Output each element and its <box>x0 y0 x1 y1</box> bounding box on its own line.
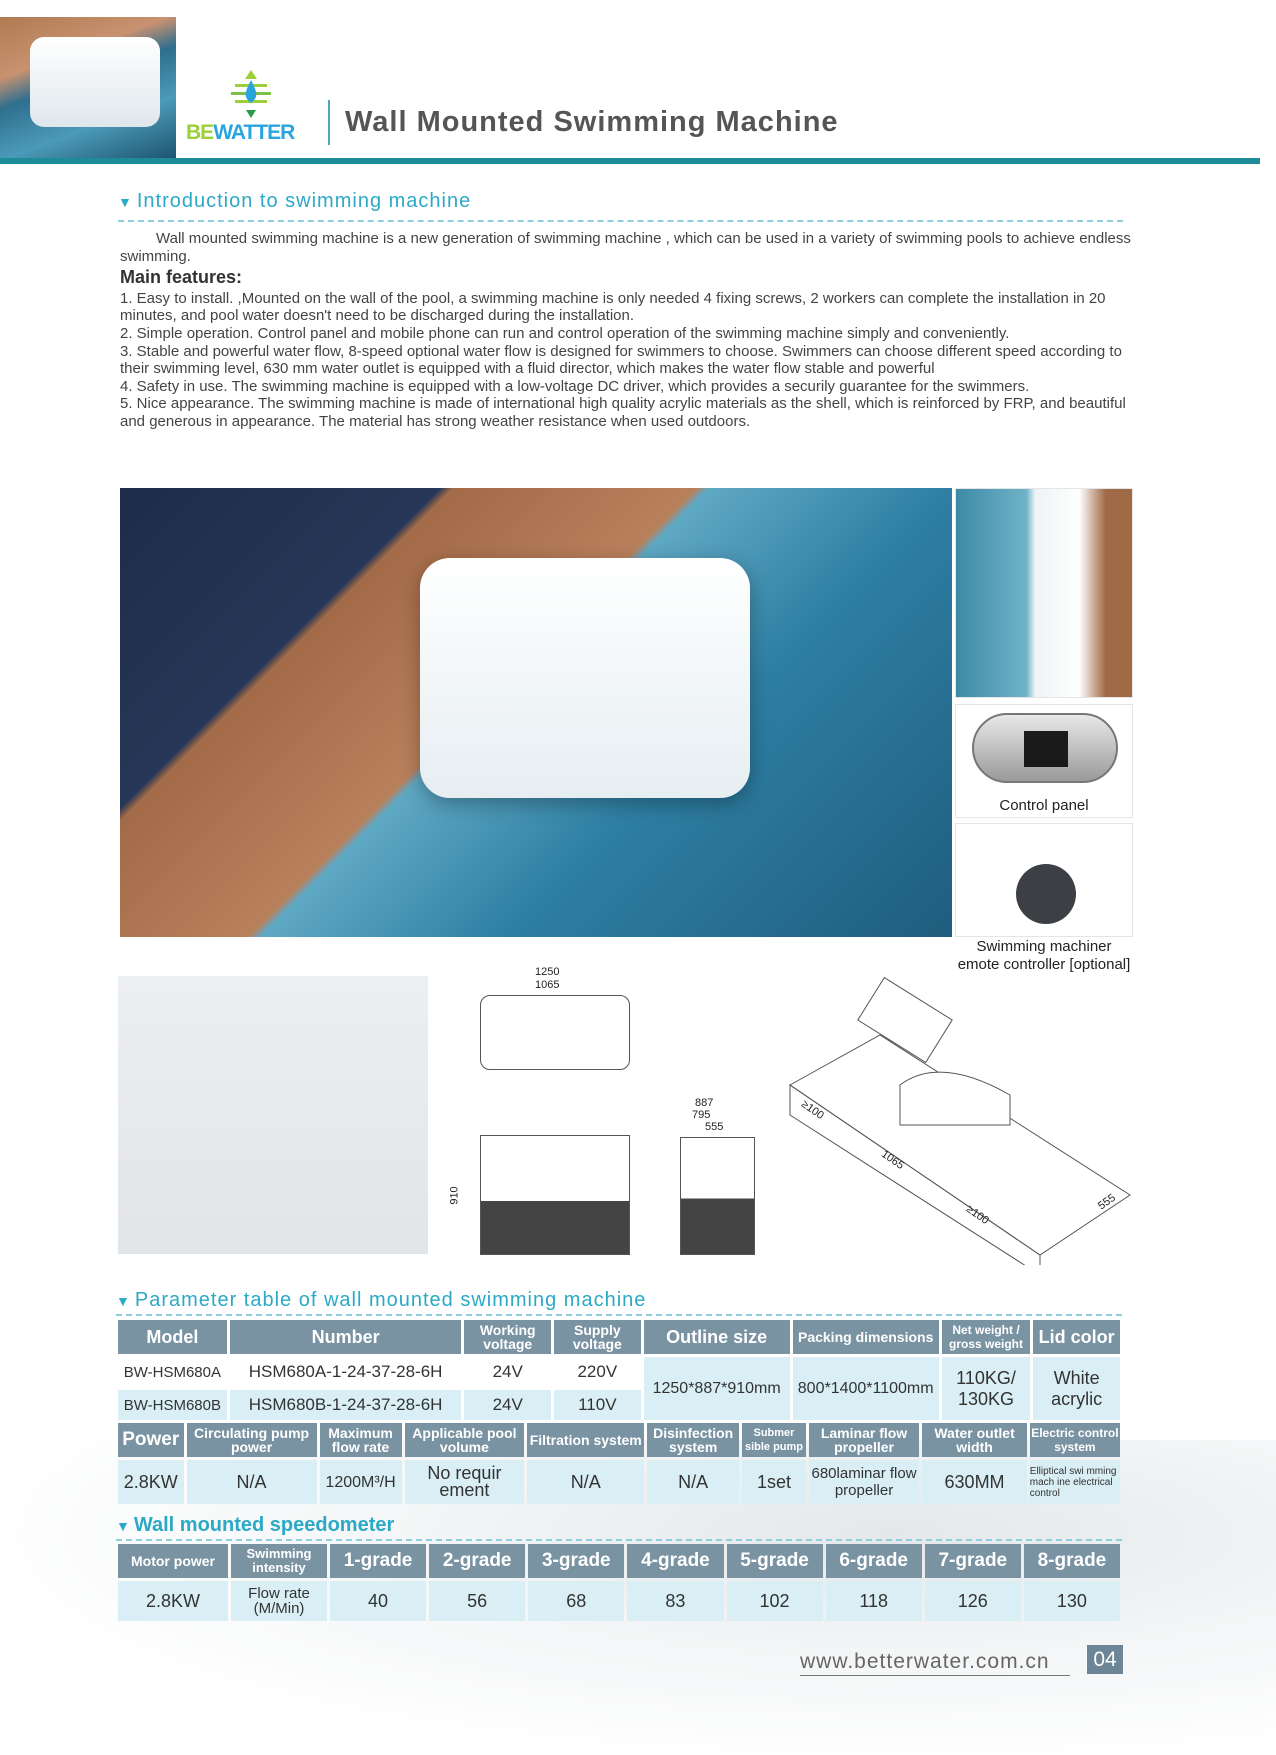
triangle-icon: ▼ <box>116 1518 130 1534</box>
value-cell: 1200M³/H <box>320 1460 402 1504</box>
params-table-2 <box>115 1420 1123 1507</box>
grade-value: 102 <box>727 1581 823 1621</box>
brand-name <box>186 121 294 145</box>
dim-label: ≥100 <box>964 1203 991 1228</box>
col-header: Maximum flow rate <box>320 1423 402 1457</box>
top-view-drawing <box>480 995 630 1070</box>
col-header: Circulating pump power <box>187 1423 317 1457</box>
col-header: Laminar flow propeller <box>809 1423 920 1457</box>
col-header: 5-grade <box>727 1544 823 1578</box>
intro-paragraph: Wall mounted swimming machine is a new generation of swimming machine , which can be used in a variety of swimming pools to achieve endless swimming. <box>120 230 1131 265</box>
col-header: Outline size <box>644 1320 790 1354</box>
col-header: 4-grade <box>627 1544 723 1578</box>
outline-size-cell: 1250*887*910mm <box>644 1357 790 1420</box>
col-header: Applicable pool volume <box>405 1423 525 1457</box>
col-header: Model <box>118 1320 227 1354</box>
col-header: Motor power <box>118 1544 228 1578</box>
brand-water: WATTER <box>213 121 295 144</box>
divider <box>116 1314 1122 1316</box>
col-header: Submer sible pump <box>742 1423 805 1457</box>
col-header: Net weight / gross weight <box>942 1320 1031 1354</box>
remote-caption-line: emote controller [optional] <box>957 956 1131 973</box>
grade-value: 68 <box>528 1581 624 1621</box>
header-product-photo <box>0 17 176 158</box>
value-cell: N/A <box>647 1460 739 1504</box>
value-cell: 630MM <box>922 1460 1026 1504</box>
intro-body <box>120 230 1140 431</box>
dim-label: 555 <box>705 1121 724 1133</box>
feature-item: 3. Stable and powerful water flow, 8-speed optional water flow is designed for swimmers to choose. Swimmers can choose different speed according to their swimming level, 630 mm water outlet is equipped with a fluid director, which makes the water flow stable and powerful <box>120 342 1122 378</box>
feature-item: 1. Easy to install. ,Mounted on the wall of the pool, a swimming machine is only needed 4 fixing screws, 2 workers can complete the installation in 20 minutes, and pool water doesn't need to be discharged during the installation. <box>120 289 1106 325</box>
speed-heading <box>116 1514 394 1537</box>
value-cell: No requir ement <box>405 1460 525 1504</box>
model-cell: BW-HSM680A <box>118 1357 227 1387</box>
intro-heading-text: Introduction to swimming machine <box>136 190 472 212</box>
params-heading <box>116 1289 646 1312</box>
params-heading-text: Parameter table of wall mounted swimming machine <box>134 1289 647 1311</box>
dim-label: 887 <box>695 1097 714 1109</box>
col-header: 8-grade <box>1024 1544 1120 1578</box>
divider <box>118 220 1123 222</box>
dim-label: 1250 <box>535 966 560 978</box>
control-panel-photo <box>955 704 1133 818</box>
grade-value: 118 <box>826 1581 922 1621</box>
table-row <box>118 1357 1120 1387</box>
table-row <box>118 1581 1120 1621</box>
supply-voltage-cell: 220V <box>554 1357 641 1387</box>
website-link[interactable]: www.betterwater.com.cn <box>800 1650 1070 1676</box>
intensity-cell: Flow rate (M/Min) <box>231 1581 327 1621</box>
side-view-drawing <box>680 1137 755 1255</box>
feature-item: 2. Simple operation. Control panel and mobile phone can run and control operation of the swimming machine simply and conveniently. <box>120 324 1010 342</box>
feature-item: 5. Nice appearance. The swimming machine is made of international high quality acrylic materials as the shell, which is reinforced by FRP, and beautiful and generous in appearance. The material has strong weather resistance when used outdoors. <box>120 395 1126 430</box>
dim-label: 910 <box>448 1186 461 1205</box>
col-header: Packing dimensions <box>793 1320 939 1354</box>
col-header: Disinfection system <box>647 1423 739 1457</box>
speed-heading-text: Wall mounted speedometer <box>133 1514 395 1536</box>
params-table-1 <box>115 1317 1123 1423</box>
col-header: 3-grade <box>528 1544 624 1578</box>
col-header: Swimming intensity <box>231 1544 327 1578</box>
grade-value: 83 <box>627 1581 723 1621</box>
dimension-drawings <box>450 965 770 1260</box>
dim-label: 1065 <box>879 1148 906 1173</box>
col-header: Power <box>118 1423 184 1457</box>
power-cell: 2.8KW <box>118 1460 184 1504</box>
motor-power-cell: 2.8KW <box>118 1581 228 1621</box>
table-row <box>118 1460 1120 1504</box>
logo-drop-icon <box>221 70 281 120</box>
col-header: 6-grade <box>826 1544 922 1578</box>
number-cell: HSM680A-1-24-37-28-6H <box>230 1357 462 1387</box>
page-title: Wall Mounted Swimming Machine <box>345 106 839 138</box>
model-cell: BW-HSM680B <box>118 1390 227 1420</box>
col-header: Electric control system <box>1030 1423 1120 1457</box>
value-cell: N/A <box>187 1460 317 1504</box>
col-header: Lid color <box>1033 1320 1120 1354</box>
col-header: Number <box>230 1320 462 1354</box>
grade-value: 130 <box>1024 1581 1120 1621</box>
working-voltage-cell: 24V <box>464 1357 551 1387</box>
col-header: Water outlet width <box>922 1423 1026 1457</box>
col-header: 7-grade <box>925 1544 1021 1578</box>
dim-label: ≥100 <box>799 1098 826 1123</box>
header-divider <box>328 100 330 145</box>
number-cell: HSM680B-1-24-37-28-6H <box>230 1390 462 1420</box>
col-header: 2-grade <box>429 1544 525 1578</box>
feature-item: 4. Safety in use. The swimming machine is equipped with a low-voltage DC driver, which provides a securily guarantee for the swimmers. <box>120 377 1030 395</box>
lid-color-cell: White acrylic <box>1033 1357 1120 1420</box>
dim-label: 795 <box>692 1109 711 1121</box>
col-header: Filtration system <box>527 1423 644 1457</box>
side-mount-photo <box>955 488 1133 698</box>
intro-heading <box>118 190 471 213</box>
value-cell: N/A <box>527 1460 644 1504</box>
col-header: Working voltage <box>464 1320 551 1354</box>
page-number: 04 <box>1087 1645 1123 1674</box>
features-title: Main features: <box>120 267 243 288</box>
triangle-icon: ▼ <box>118 194 133 210</box>
col-header: 1-grade <box>330 1544 426 1578</box>
bewater-logo <box>186 70 316 145</box>
col-header: Supply voltage <box>554 1320 641 1354</box>
front-view-drawing <box>480 1135 630 1255</box>
supply-voltage-cell: 110V <box>554 1390 641 1420</box>
remote-caption-line: Swimming machiner <box>976 938 1112 955</box>
value-cell: 1set <box>742 1460 805 1504</box>
installation-diagram <box>780 975 1150 1265</box>
product-render <box>118 976 428 1254</box>
working-voltage-cell: 24V <box>464 1390 551 1420</box>
triangle-icon: ▼ <box>116 1293 131 1309</box>
weight-cell: 110KG/ 130KG <box>942 1357 1031 1420</box>
grade-value: 126 <box>925 1581 1021 1621</box>
packing-cell: 800*1400*1100mm <box>793 1357 939 1420</box>
grade-value: 56 <box>429 1581 525 1621</box>
installation-drawing <box>780 975 1150 1265</box>
speed-table <box>115 1541 1123 1624</box>
control-panel-caption: Control panel <box>999 797 1089 814</box>
brand-be: BE <box>186 121 214 144</box>
dim-label: 555 <box>1095 1191 1118 1213</box>
pool-installation-photo <box>120 488 952 937</box>
header-bar <box>0 158 1260 164</box>
remote-caption <box>930 938 1158 974</box>
dim-label: 1065 <box>535 979 560 991</box>
value-cell: Elliptical swi mming mach ine electrical control <box>1030 1460 1120 1504</box>
remote-controller-photo <box>955 823 1133 937</box>
grade-value: 40 <box>330 1581 426 1621</box>
value-cell: 680laminar flow propeller <box>809 1460 920 1504</box>
